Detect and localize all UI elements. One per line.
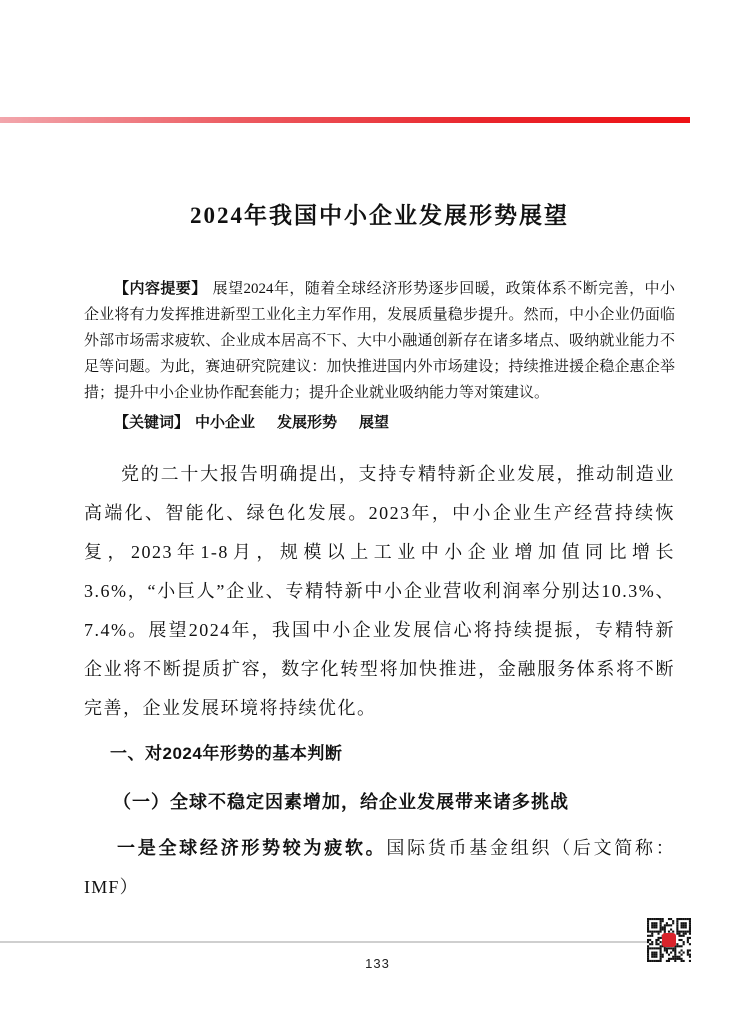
- abstract-label: 【内容提要】: [114, 280, 207, 297]
- document-title: 2024年我国中小企业发展形势展望: [190, 203, 569, 228]
- keyword-item: 中小企业: [195, 415, 256, 431]
- qr-code: [647, 918, 691, 962]
- subsection-heading: （一）全球不稳定因素增加，给企业发展带来诸多挑战: [113, 792, 569, 812]
- page-content: [84, 0, 675, 907]
- body-paragraph: 党的二十大报告明确提出，支持专精特新企业发展，推动制造业高端化、智能化、绿色化发展。2023年，中小企业生产经营持续恢复，2023年1-8月，规模以上工业中小企业增加值同比增长3.6%，“小巨人”企业、专精特新中小企业营收利润率分别达10.3%、7.4%。展望2024年，我国中小企业发展信心将持续提振，专精特新企业将不断提质扩容，数字化转型将加快推进，金融服务体系将不断完善，企业发展环境将持续优化。: [84, 464, 675, 718]
- section-heading: 一、对2024年形势的基本判断: [110, 744, 343, 763]
- point-paragraph: [84, 829, 675, 907]
- page-number: 133: [365, 956, 390, 971]
- keywords-label: 【关键词】: [114, 414, 190, 431]
- keyword-item: 展望: [359, 415, 390, 431]
- point-lead: 一是全球经济形势较为疲软。: [117, 838, 387, 858]
- keyword-item: 发展形势: [277, 415, 338, 431]
- abstract-paragraph: [84, 276, 675, 406]
- qr-code-image: [647, 918, 691, 962]
- footer-divider: [0, 941, 648, 943]
- abstract-text: 展望2024年，随着全球经济形势逐步回暖，政策体系不断完善，中小企业将有力发挥推进新型工业化主力军作用，发展质量稳步提升。然而，中小企业仍面临外部市场需求疲软、企业成本居高不下、大中小融通创新存在诸多堵点、吸纳就业能力不足等问题。为此，赛迪研究院建议：加快推进国内外市场建设；持续推进援企稳企惠企举措；提升中小企业协作配套能力；提升企业就业吸纳能力等对策建议。: [84, 281, 675, 401]
- keywords-line: [84, 410, 675, 436]
- point-text: 国际货币基金组织（后文简称：IMF）: [84, 838, 675, 897]
